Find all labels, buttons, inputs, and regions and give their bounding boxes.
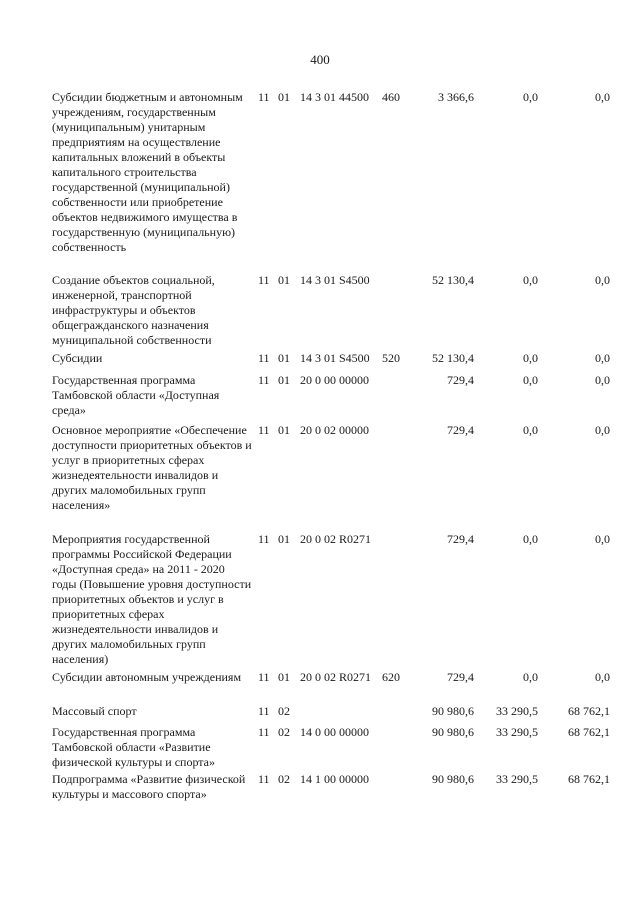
row-razdel: 11 (258, 423, 270, 437)
row-amount-1: 52 130,4 (432, 351, 474, 365)
row-csr: 14 3 01 44500 (300, 90, 369, 104)
row-amount-2: 0,0 (523, 351, 538, 365)
row-podrazdel: 01 (278, 273, 290, 287)
row-name: Государственная программа Тамбовской области «Доступная среда» (52, 373, 220, 417)
row-name: Субсидии (52, 351, 103, 365)
row-vr: 520 (382, 351, 400, 365)
row-amount-2: 33 290,5 (496, 725, 538, 739)
row-razdel: 11 (258, 772, 270, 786)
row-razdel: 11 (258, 704, 270, 718)
row-amount-1: 90 980,6 (432, 772, 474, 786)
row-name: Государственная программа Тамбовской области «Развитие физической культуры и спорта» (52, 725, 216, 769)
row-amount-3: 68 762,1 (568, 772, 610, 786)
row-name: Массовый спорт (52, 704, 137, 718)
row-csr: 14 0 00 00000 (300, 725, 369, 739)
row-name: Субсидии автономным учреждениям (52, 670, 242, 684)
row-name: Основное мероприятие «Обеспечение доступности приоритетных объектов и услуг в приоритетных сферах жизнедеятельности инвалидов и других маломобильных групп населения» (52, 423, 252, 512)
row-name: Субсидии бюджетным и автономным учреждениям, государственным (муниципальным) унитарным предприятиям на осуществление капитальных вложений в объекты капитального строительства государственной (муниципальной) собственности или приобретение объектов недвижимого имущества в государственную (муниципальную) собственность (52, 90, 243, 254)
row-name: Мероприятия государственной программы Российской Федерации «Доступная среда» на 2011 - 2020 годы (Повышение уровня доступности приоритетных объектов и услуг в приоритетных сферах жизнедеятельности инвалидов и других маломобильных групп населения) (52, 532, 252, 666)
row-amount-3: 0,0 (595, 373, 610, 387)
row-razdel: 11 (258, 351, 270, 365)
row-csr: 14 1 00 00000 (300, 772, 369, 786)
row-name: Подпрограмма «Развитие физической культуры и массового спорта» (52, 772, 246, 801)
row-razdel: 11 (258, 90, 270, 104)
row-amount-2: 0,0 (523, 532, 538, 546)
row-csr: 20 0 00 00000 (300, 373, 369, 387)
row-razdel: 11 (258, 273, 270, 287)
row-amount-3: 68 762,1 (568, 704, 610, 718)
row-amount-3: 0,0 (595, 90, 610, 104)
row-amount-1: 90 980,6 (432, 704, 474, 718)
row-amount-1: 52 130,4 (432, 273, 474, 287)
row-amount-1: 729,4 (447, 670, 474, 684)
row-amount-1: 729,4 (447, 423, 474, 437)
row-podrazdel: 02 (278, 704, 290, 718)
row-amount-2: 0,0 (523, 90, 538, 104)
row-amount-3: 0,0 (595, 532, 610, 546)
row-podrazdel: 01 (278, 351, 290, 365)
row-vr: 620 (382, 670, 400, 684)
row-podrazdel: 01 (278, 373, 290, 387)
row-podrazdel: 02 (278, 725, 290, 739)
row-amount-3: 68 762,1 (568, 725, 610, 739)
row-amount-1: 729,4 (447, 532, 474, 546)
row-amount-2: 0,0 (523, 273, 538, 287)
row-amount-3: 0,0 (595, 351, 610, 365)
row-podrazdel: 01 (278, 423, 290, 437)
row-podrazdel: 01 (278, 90, 290, 104)
row-name: Создание объектов социальной, инженерной, транспортной инфраструктуры и объектов общегражданского назначения муниципальной собственности (52, 273, 215, 347)
row-amount-1: 3 366,6 (438, 90, 474, 104)
row-razdel: 11 (258, 532, 270, 546)
row-podrazdel: 01 (278, 532, 290, 546)
row-amount-2: 33 290,5 (496, 772, 538, 786)
row-csr: 20 0 02 R0271 (300, 670, 372, 684)
row-razdel: 11 (258, 373, 270, 387)
row-amount-2: 0,0 (523, 373, 538, 387)
row-amount-3: 0,0 (595, 670, 610, 684)
row-podrazdel: 01 (278, 670, 290, 684)
row-csr: 14 3 01 S4500 (300, 273, 370, 287)
row-amount-2: 0,0 (523, 670, 538, 684)
row-podrazdel: 02 (278, 772, 290, 786)
row-amount-3: 0,0 (595, 423, 610, 437)
row-razdel: 11 (258, 670, 270, 684)
row-csr: 20 0 02 00000 (300, 423, 369, 437)
row-amount-1: 729,4 (447, 373, 474, 387)
row-csr: 20 0 02 R0271 (300, 532, 372, 546)
row-csr: 14 3 01 S4500 (300, 351, 370, 365)
row-amount-2: 33 290,5 (496, 704, 538, 718)
row-razdel: 11 (258, 725, 270, 739)
row-amount-3: 0,0 (595, 273, 610, 287)
row-vr: 460 (382, 90, 400, 104)
row-amount-1: 90 980,6 (432, 725, 474, 739)
page-number: 400 (310, 52, 330, 67)
row-amount-2: 0,0 (523, 423, 538, 437)
